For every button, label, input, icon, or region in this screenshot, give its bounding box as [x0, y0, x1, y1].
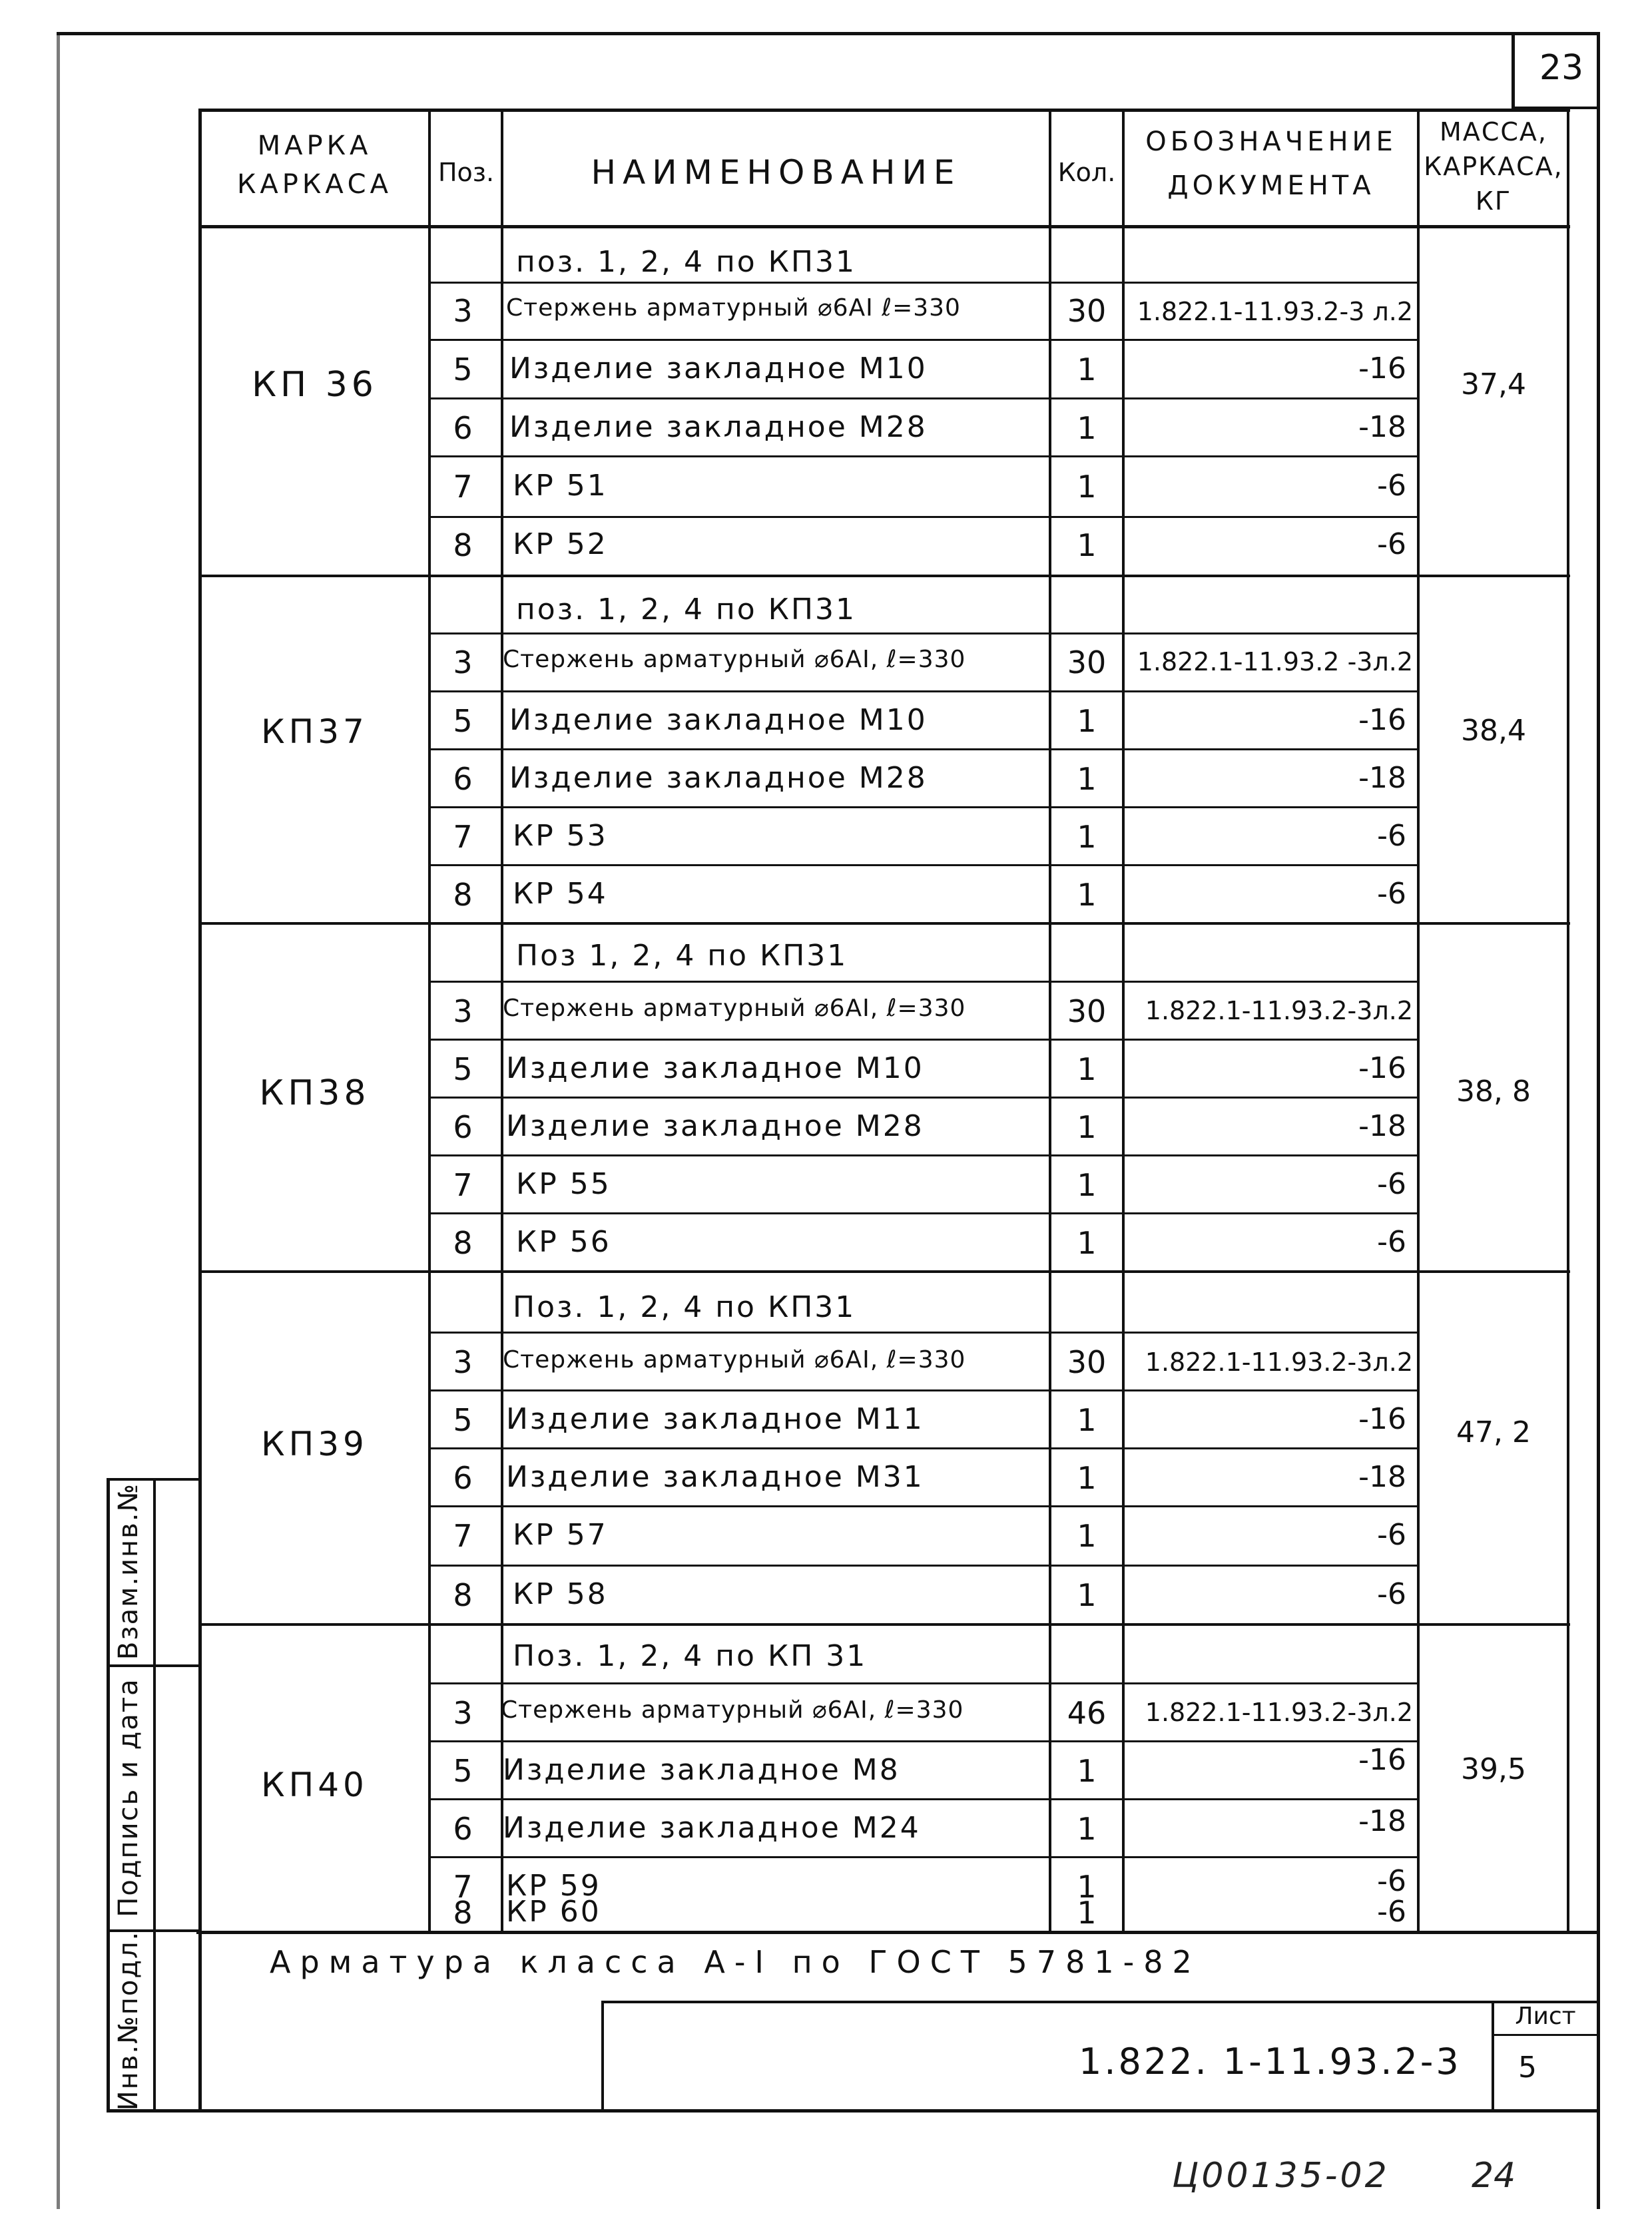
header-bottom: [200, 225, 1570, 228]
row-qty: 1: [1077, 1811, 1097, 1847]
row-doc: -16: [1358, 1051, 1406, 1085]
page-number: 23: [1539, 48, 1584, 88]
group-separator: [200, 575, 1570, 577]
row-pos: 7: [453, 1518, 473, 1554]
row-pos: 8: [453, 1895, 473, 1931]
frame-mark: КП38: [259, 1073, 370, 1113]
row-separator: [429, 1212, 1418, 1214]
row-qty: 1: [1077, 469, 1097, 505]
outer-frame-left: [57, 32, 60, 2209]
footer-number: 24: [1472, 2156, 1516, 2196]
row-separator: [429, 397, 1418, 399]
row-doc: 1.822.1-11.93.2-3 л.2: [1137, 297, 1413, 326]
row-doc: -6: [1377, 877, 1406, 911]
row-pos: 3: [453, 1344, 473, 1380]
row-separator: [429, 632, 1418, 634]
row-name: поз. 1, 2, 4 по КП31: [516, 593, 856, 626]
row-pos: 7: [453, 1167, 473, 1203]
sheet-box-divider: [1492, 2034, 1598, 2036]
frame-mass: 37,4: [1461, 368, 1526, 401]
col-line-mass: [1417, 109, 1420, 1933]
row-separator: [429, 806, 1418, 808]
side-label-vzam: Взам.инв.№: [113, 1482, 144, 1660]
row-separator: [429, 1039, 1418, 1041]
sheet-number: 5: [1518, 2051, 1537, 2085]
row-doc: 1.822.1-11.93.2 -3л.2: [1137, 647, 1413, 676]
row-name: КР 55: [516, 1167, 611, 1201]
outer-frame-right: [1597, 32, 1600, 2209]
row-separator: [429, 1332, 1418, 1334]
row-doc: 1.822.1-11.93.2-3л.2: [1145, 1698, 1413, 1727]
outer-frame-top: [57, 32, 1600, 35]
col-line-pos: [428, 109, 431, 1933]
row-doc: -16: [1358, 1743, 1406, 1777]
side-label-inv: Инв.№подл.: [113, 1930, 144, 2111]
row-separator: [429, 1565, 1418, 1567]
group-separator: [200, 922, 1570, 925]
col-line-right: [1567, 109, 1569, 1933]
row-separator: [429, 981, 1418, 983]
col-line-left: [198, 109, 202, 2113]
frame-mass: 39,5: [1461, 1752, 1526, 1786]
row-separator: [429, 1682, 1418, 1684]
row-pos: 3: [453, 993, 473, 1029]
row-qty: 1: [1077, 1577, 1097, 1613]
row-doc: -18: [1358, 1109, 1406, 1143]
row-qty: 1: [1077, 1402, 1097, 1438]
stamp-left: [601, 2001, 604, 2111]
row-name: Стержень арматурный ⌀6АI, ℓ=330: [503, 1346, 966, 1373]
row-name: Поз 1, 2, 4 по КП31: [516, 939, 848, 973]
header-doc: ОБОЗНАЧЕНИЕ ДОКУМЕНТА: [1145, 126, 1397, 201]
row-name: Стержень арматурный ⌀6АI, ℓ=330: [503, 646, 966, 673]
row-qty: 1: [1077, 1895, 1097, 1931]
row-pos: 6: [453, 1811, 473, 1847]
row-separator: [429, 339, 1418, 341]
row-pos: 8: [453, 527, 473, 563]
row-doc: -16: [1358, 703, 1406, 737]
row-name: КР 54: [513, 877, 608, 911]
row-separator: [429, 1154, 1418, 1156]
row-qty: 30: [1067, 993, 1107, 1029]
row-name: Изделие закладное М10: [506, 1051, 924, 1085]
row-pos: 6: [453, 761, 473, 797]
row-qty: 1: [1077, 1167, 1097, 1203]
group-separator: [200, 1623, 1570, 1626]
row-name: Стержень арматурный ⌀6АI ℓ=330: [506, 294, 961, 322]
header-name: НАИМЕНОВАНИЕ: [591, 153, 962, 192]
row-separator: [429, 282, 1418, 284]
row-pos: 5: [453, 1753, 473, 1789]
row-qty: 1: [1077, 703, 1097, 739]
row-doc: -16: [1358, 352, 1406, 385]
row-doc: -6: [1377, 1577, 1406, 1611]
row-name: КР 56: [516, 1225, 611, 1259]
row-doc: -18: [1358, 1460, 1406, 1494]
table-top: [200, 109, 1570, 112]
row-pos: 8: [453, 877, 473, 913]
row-pos: 6: [453, 1109, 473, 1145]
row-name: Стержень арматурный ⌀6АI, ℓ=330: [501, 1696, 964, 1724]
row-name: КР 53: [513, 819, 608, 853]
row-pos: 5: [453, 1051, 473, 1087]
row-name: Изделие закладное М24: [503, 1811, 921, 1845]
row-name: Изделие закладное М28: [509, 410, 928, 444]
frame-mark: КП39: [261, 1425, 368, 1463]
row-separator: [429, 1505, 1418, 1507]
row-doc: -18: [1358, 410, 1406, 444]
row-doc: 1.822.1-11.93.2-3л.2: [1145, 1348, 1413, 1377]
row-name: Поз. 1, 2, 4 по КП 31: [513, 1639, 868, 1673]
stamp-top: [603, 2001, 1597, 2003]
row-doc: -6: [1377, 1167, 1406, 1201]
footer-code: Ц00135-02: [1172, 2156, 1390, 2196]
group-separator: [200, 1270, 1570, 1273]
row-name: Изделие закладное М31: [506, 1460, 924, 1494]
row-qty: 1: [1077, 527, 1097, 563]
row-qty: 1: [1077, 1109, 1097, 1145]
row-pos: 7: [453, 469, 473, 505]
row-pos: 6: [453, 410, 473, 446]
row-doc: -16: [1358, 1402, 1406, 1436]
row-doc: -6: [1377, 819, 1406, 853]
frame-mark: КП 36: [252, 365, 378, 405]
row-pos: 3: [453, 293, 473, 329]
row-pos: 5: [453, 1402, 473, 1438]
row-separator: [429, 1740, 1418, 1742]
row-separator: [429, 864, 1418, 866]
row-name: КР 52: [513, 527, 608, 561]
col-line-doc: [1122, 109, 1125, 1933]
row-qty: 30: [1067, 644, 1107, 680]
row-doc: -6: [1377, 527, 1406, 561]
row-qty: 1: [1077, 1051, 1097, 1087]
row-pos: 5: [453, 352, 473, 387]
row-separator: [429, 690, 1418, 692]
row-doc: -18: [1358, 761, 1406, 795]
row-qty: 1: [1077, 410, 1097, 446]
table-bottom: [196, 1931, 1600, 1934]
header-pos: Поз.: [437, 158, 495, 187]
row-name: КР 57: [513, 1518, 608, 1552]
frame-mass: 38,4: [1461, 714, 1526, 748]
row-separator: [429, 1447, 1418, 1449]
row-qty: 46: [1067, 1695, 1107, 1731]
frame-mark: КП37: [261, 712, 368, 751]
row-name: КР 58: [513, 1577, 608, 1611]
row-pos: 3: [453, 1695, 473, 1731]
row-doc: 1.822.1-11.93.2-3л.2: [1145, 996, 1413, 1025]
page-box-left: [1512, 32, 1515, 109]
row-separator: [429, 1856, 1418, 1858]
row-qty: 1: [1077, 1518, 1097, 1554]
row-name: КР 51: [513, 469, 608, 503]
row-pos: 7: [453, 819, 473, 855]
row-qty: 1: [1077, 819, 1097, 855]
sheet-label: Лист: [1515, 2003, 1576, 2030]
row-qty: 1: [1077, 352, 1097, 387]
row-separator: [429, 1798, 1418, 1800]
row-doc: -18: [1358, 1804, 1406, 1838]
row-qty: 1: [1077, 761, 1097, 797]
row-name: Изделие закладное М8: [503, 1753, 900, 1787]
row-name: поз. 1, 2, 4 по КП31: [516, 245, 856, 279]
row-name: Изделие закладное М10: [509, 703, 928, 737]
row-qty: 1: [1077, 1225, 1097, 1261]
side-strip-left: [107, 1478, 110, 2113]
row-pos: 8: [453, 1577, 473, 1613]
frame-mass: 47, 2: [1456, 1415, 1531, 1449]
header-qty: Кол.: [1057, 158, 1116, 187]
row-separator: [429, 455, 1418, 457]
row-pos: 3: [453, 644, 473, 680]
row-name: КР 60: [506, 1895, 601, 1929]
row-doc: -6: [1377, 1225, 1406, 1259]
stamp-designation: 1.822. 1-11.93.2-3: [1079, 2041, 1462, 2083]
row-doc: -6: [1377, 1518, 1406, 1552]
row-qty: 1: [1077, 877, 1097, 913]
row-pos: 5: [453, 703, 473, 739]
row-doc: -6: [1377, 469, 1406, 503]
row-name: Изделие закладное М10: [509, 352, 928, 385]
row-name: Стержень арматурный ⌀6АI, ℓ=330: [503, 995, 966, 1022]
row-pos: 7: [453, 1869, 473, 1905]
header-mass: МАССА, КАРКАСА, КГ: [1424, 117, 1563, 216]
row-qty: 1: [1077, 1460, 1097, 1496]
frame-bottom: [107, 2109, 1600, 2113]
col-line-qty: [1049, 109, 1051, 1933]
row-qty: 1: [1077, 1869, 1097, 1905]
row-name: Изделие закладное М28: [506, 1109, 924, 1143]
side-strip-inner: [153, 1478, 156, 2113]
row-doc: -6: [1377, 1895, 1406, 1929]
frame-mass: 38, 8: [1456, 1075, 1531, 1109]
frame-mark: КП40: [261, 1766, 368, 1804]
row-doc: -6: [1377, 1864, 1406, 1898]
row-separator: [429, 1097, 1418, 1099]
row-pos: 6: [453, 1460, 473, 1496]
row-qty: 1: [1077, 1753, 1097, 1789]
header-marka: МАРКА КАРКАСА: [237, 130, 392, 200]
row-name: Поз. 1, 2, 4 по КП31: [513, 1290, 856, 1324]
row-separator: [429, 1389, 1418, 1391]
row-name: КР 59: [506, 1869, 601, 1903]
row-pos: 8: [453, 1225, 473, 1261]
row-name: Изделие закладное М11: [506, 1402, 924, 1436]
reinforcement-note: Арматура класса А-I по ГОСТ 5781-82: [270, 1944, 1201, 1980]
row-qty: 30: [1067, 1344, 1107, 1380]
side-label-podpis: Подпись и дата: [113, 1678, 144, 1917]
row-separator: [429, 748, 1418, 750]
row-separator: [429, 516, 1418, 518]
row-name: Изделие закладное М28: [509, 761, 928, 795]
row-qty: 30: [1067, 293, 1107, 329]
